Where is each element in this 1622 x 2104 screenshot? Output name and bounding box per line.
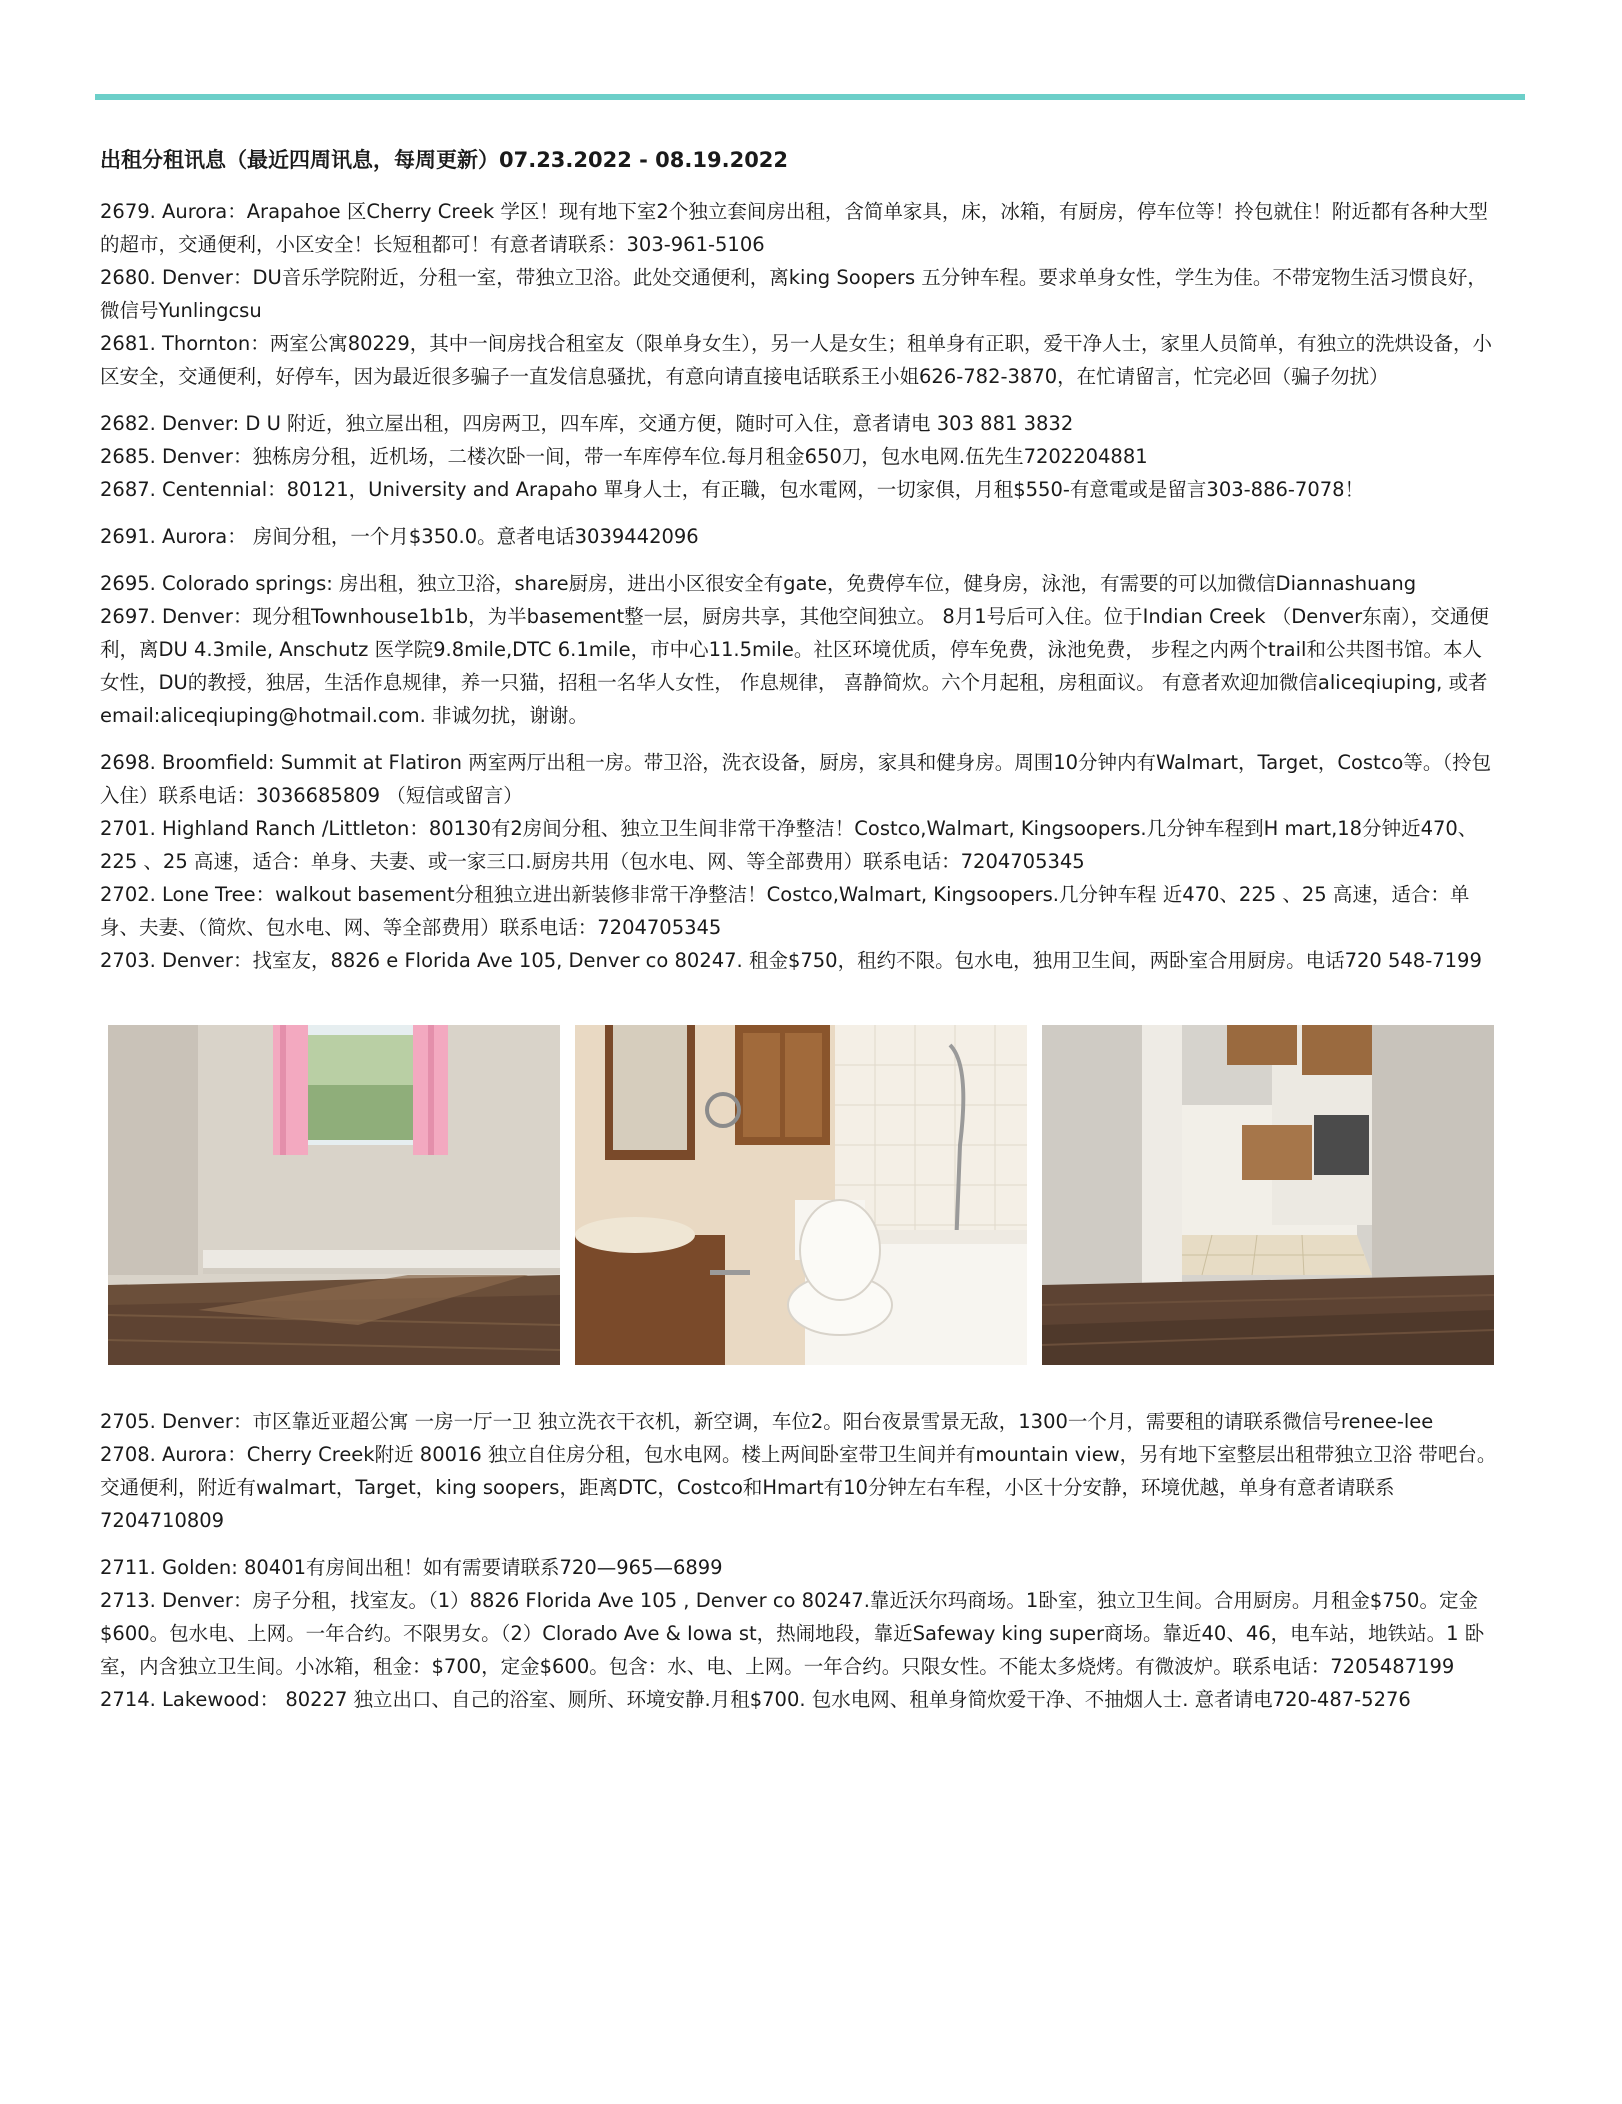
listing-entry: 2680. Denver：DU音乐学院附近，分租一室，带独立卫浴。此处交通便利，离king Soopers 五分钟车程。要求单身女性，学生为佳。不带宠物生活习惯良好，微信号Yunlingcsu xyxy=(100,266,1487,322)
top-divider-rule xyxy=(95,94,1525,100)
listing-entry: 2697. Denver：现分租Townhouse1b1b，为半basement整一层，厨房共享，其他空间独立。 8月1号后可入住。位于Indian Creek （Denver东南），交通便利，离DU 4.3mile, Anschutz 医学院9.8mile,DTC 6.1mile，市中心11.5mile。社区环境优质，停车免费，泳池免费， 步程之内两个trail和公共图书馆。本人女性，DU的教授，独居，生活作息规律，养一只猫，招租一名华人女性， 作息规律， 喜静简炊。六个月起租，房租面议。 有意者欢迎加微信aliceqiuping, 或者email:aliceqiuping@hotmail.com. 非诚勿扰，谢谢。 xyxy=(100,605,1489,727)
listing-entry: 2685. Denver：独栋房分租，近机场，二楼次卧一间，带一车库停车位.每月租金650刀，包水电网.伍先生7202204881 xyxy=(100,445,1148,468)
listing-entry: 2701. Highland Ranch /Littleton：80130有2房间分租、独立卫生间非常干净整洁！Costco,Walmart, Kingsoopers.几分钟车程到H mart,18分钟近470、225 、25 高速，适合：单身、夫妻、或一家三口.厨房共用（包水电、网、等全部费用）联系电话：7204705345 xyxy=(100,817,1478,873)
listing-photos xyxy=(108,1025,1500,1365)
bathroom-photo xyxy=(575,1025,1027,1365)
living-room-photo xyxy=(1042,1025,1494,1365)
listings-before-photos xyxy=(100,195,1500,977)
page-heading: 出租分租讯息（最近四周讯息，每周更新）07.23.2022 - 08.19.2022 xyxy=(100,148,789,172)
listing-group xyxy=(100,746,1500,977)
listing-entry: 2708. Aurora：Cherry Creek附近 80016 独立自住房分租，包水电网。楼上两间卧室带卫生间并有mountain view，另有地下室整层出租带独立卫浴 带吧台。交通便利，附近有walmart，Target，king soopers，距离DTC，Costco和Hmart有10分钟左右车程，小区十分安静，环境优越，单身有意者请联系 7204710809 xyxy=(100,1443,1497,1532)
listing-entry: 2703. Denver：找室友，8826 e Florida Ave 105, Denver co 80247. 租金$750，租约不限。包水电，独用卫生间，两卧室合用厨房。电话720 548-7199 xyxy=(100,949,1482,972)
listing-group xyxy=(100,1405,1500,1537)
listing-entry: 2679. Aurora：Arapahoe 区Cherry Creek 学区！现有地下室2个独立套间房出租，含简单家具，床，冰箱，有厨房，停车位等！拎包就住！附近都有各种大型的超市，交通便利，小区安全！长短租都可！有意者请联系：303-961-5106 xyxy=(100,200,1488,256)
listing-entry: 2714. Lakewood： 80227 独立出口、自己的浴室、厕所、环境安静.月租$700. 包水电网、租单身简炊爱干净、不抽烟人士. 意者请电720-487-5276 xyxy=(100,1688,1411,1711)
listing-entry: 2711. Golden: 80401有房间出租！如有需要请联系720—965—6899 xyxy=(100,1556,723,1579)
listing-group xyxy=(100,567,1500,732)
listing-entry: 2702. Lone Tree：walkout basement分租独立进出新装修非常干净整洁！Costco,Walmart, Kingsoopers.几分钟车程 近470、225 、25 高速，适合：单身、夫妻、（简炊、包水电、网、等全部费用）联系电话：7204705345 xyxy=(100,883,1470,939)
listing-entry: 2691. Aurora： 房间分租，一个月$350.0。意者电话3039442096 xyxy=(100,525,699,548)
listing-group xyxy=(100,520,1500,553)
bedroom-photo xyxy=(108,1025,560,1365)
listings-after-photos xyxy=(100,1405,1500,1716)
listing-entry: 2681. Thornton：两室公寓80229，其中一间房找合租室友（限单身女生），另一人是女生；租单身有正职，爱干净人士，家里人员简单，有独立的洗烘设备，小区安全，交通便利，好停车，因为最近很多骗子一直发信息骚扰，有意向请直接电话联系王小姐626-782-3870，在忙请留言，忙完必回（骗子勿扰） xyxy=(100,332,1492,388)
listing-entry: 2695. Colorado springs: 房出租，独立卫浴，share厨房，进出小区很安全有gate，免费停车位，健身房，泳池，有需要的可以加微信Diannashuang xyxy=(100,572,1417,595)
listing-entry: 2713. Denver：房子分租，找室友。（1）8826 Florida Ave 105 , Denver co 80247.靠近沃尔玛商场。1卧室，独立卫生间。合用厨房。月租金$750。定金$600。包水电、上网。一年合约。不限男女。（2）Clorado Ave & Iowa st，热闹地段，靠近Safeway king super商场。靠近40、46，电车站，地铁站。1 卧室，内含独立卫生间。小冰箱，租金：$700，定金$600。包含：水、电、上网。一年合约。只限女性。不能太多烧烤。有微波炉。联系电话：7205487199 xyxy=(100,1589,1485,1678)
listing-entry: 2682. Denver: D U 附近，独立屋出租，四房两卫，四车库，交通方便，随时可入住，意者请电 303 881 3832 xyxy=(100,412,1074,435)
listing-entry: 2705. Denver：市区靠近亚超公寓 一房一厅一卫 独立洗衣干衣机，新空调，车位2。阳台夜景雪景无敌，1300一个月，需要租的请联系微信号renee-lee xyxy=(100,1410,1434,1433)
listing-entry: 2698. Broomfield: Summit at Flatiron 两室两厅出租一房。带卫浴，洗衣设备，厨房，家具和健身房。周围10分钟内有Walmart，Target，Costco等。（拎包入住）联系电话：3036685809 （短信或留言） xyxy=(100,751,1492,807)
listing-group xyxy=(100,195,1500,393)
listing-group xyxy=(100,1551,1500,1716)
listing-content xyxy=(100,143,1500,1730)
listing-group xyxy=(100,407,1500,506)
listing-entry: 2687. Centennial：80121，University and Arapaho 單身人士，有正職，包水電网，一切家俱，月租$550-有意電或是留言303-886-7078！ xyxy=(100,478,1365,501)
